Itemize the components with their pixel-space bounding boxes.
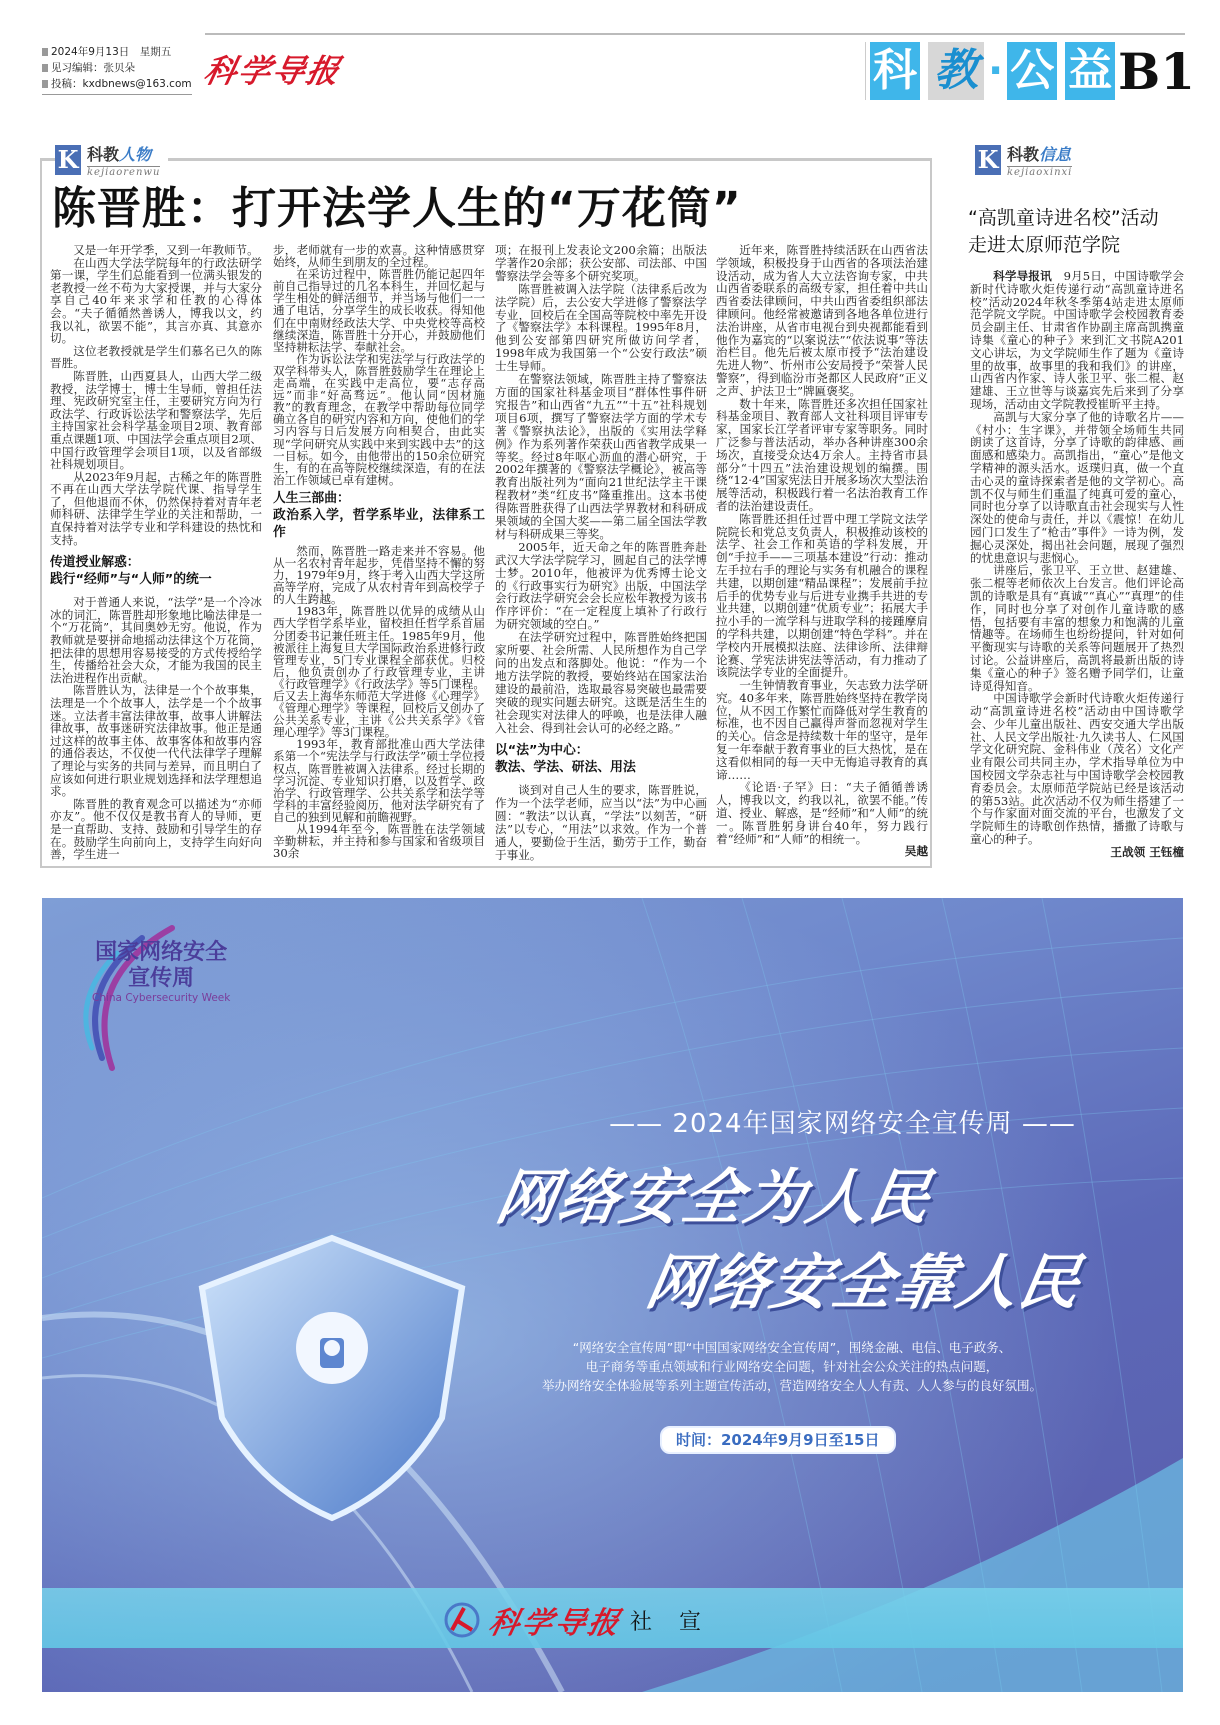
description-line: “网络安全宣传周”即“中国国家网络安全宣传周”，围绕金融、电信、电子政务、	[572, 1340, 1012, 1355]
paragraph: 讲座后，张卫平、王立世、赵建雄、张二棍等老师依次上台发言。他们评论高凯的诗歌是具有“真诚”“真心”“真理”的佳作，同时也分享了对创作儿童诗歌的感悟，包括要有丰富的想象力和饱满的儿童情趣等。在场师生也纷纷提问，针对如何平衡现实与诗歌的关系等问题展开了热烈讨论。公益讲座后，高凯将最新出版的诗集《童心的种子》签名赠予同学们，让童诗觅得知音。	[970, 563, 1184, 693]
article-column	[273, 244, 485, 859]
description-line: 电子商务等重点领域和行业网络安全问题，针对社会公众关注的热点问题，	[585, 1359, 999, 1374]
paragraph: 在法学研究过程中，陈晋胜始终把国家所要、社会所需、人民所想作为自己学问的出发点和落脚处。他说：“作为一个地方法学院的教授，要始终站在国家法治建设的最前沿，选取最容易突破也最需要突破的现实问题去研究。这既是活生生的社会现实对法律人的呼唤，也是法律人融入社会、得到社会认可的必经之路。”	[495, 630, 707, 735]
tag-pinyin: kejiaorenwu	[87, 167, 161, 178]
paragraph: 近年来，陈晋胜持续活跃在山西省法学领域，积极投身于山西省的各项法治建设活动，成为省人大立法咨询专家，中共山西省委联系的高级专家，担任着中共山西省委法律顾问，中共山西省委组织部法律顾问。他经常被邀请到各地各单位进行法治讲座，从省市电视台到央视都能看到他作为嘉宾的“以案说法”“依法说事”等法治栏目。他先后被太原市授予“法治建设先进人物”、忻州市公安局授予“荣誉人民警察”，得到临汾市尧都区人民政府“正义之声、护法卫士”牌匾褒奖。	[716, 243, 928, 398]
logo-line: 国家网络安全	[95, 940, 228, 965]
article-title: 陈晋胜：打开法学人生的“万花筒”	[52, 183, 742, 234]
author-byline: 吴越	[904, 844, 928, 859]
article-column	[716, 244, 928, 858]
paragraph: 这位老教授就是学生们慕名已久的陈晋胜。	[50, 343, 262, 371]
section-char: 教	[928, 42, 984, 100]
sidebar-title-line: 走进太原师范学院	[968, 234, 1121, 256]
paragraph: 高凯与大家分享了他的诗歌名片——《村小：生字课》，并带领全场师生共同朗读了这首诗，分享了诗歌的韵律感、画面感和感染力。高凯指出，“童心”是他文学精神的源头活水。返璞归真，做一个直击心灵的童诗探索者是他的文学初心。高凯不仅与师生们重温了纯真可爱的童心，同时也分享了以诗歌直击社会现实与人性深处的使命与责任，并以《震惊！在幼儿园门口发生了“枪击”事件》一诗为例，发掘心灵深处，揭出社会问题，展现了强烈的忧患意识与悲悯心。	[970, 409, 1184, 565]
banner-headline: —— 2024年国家网络安全宣传周 ——	[609, 1109, 1076, 1139]
author-byline: 王战领 王钰橦	[1110, 844, 1184, 859]
sidebar-title-line: “高凯童诗进名校”活动	[968, 207, 1159, 229]
section-char: 益	[1065, 42, 1115, 100]
paragraph-continued: 项；在报刊上发表论文200余篇；出版法学著作20余部；获公安部、司法部、中国警察法学会等多个研究奖项。	[495, 243, 707, 283]
logo-line: 宣传周	[128, 966, 195, 991]
paragraph: 然而，陈晋胜一路走来并不容易。他从一名农村青年起步，凭借坚持不懈的努力，1979年9月，终于考入山西大学这所高等学府，完成了从农村青年到高校学子的人生跨越。	[273, 543, 485, 607]
subheading	[50, 554, 262, 588]
paragraph: 陈晋胜还担任过晋中理工学院文法学院院长和党总支负责人，积极推动该校的法学、社会工作和英语的学科发展，开创“手拉手——三项基本建设”行动：推动左手拉右手的理论与实务有机融合的课程共建，以期创建“精品课程”；发展前手拉后手的优势专业与后进专业携手共进的专业共建，以期创建“优质专业”；拓展大手拉小手的一流学科与进取学科的接踵摩肩的学科共建，以期创建“特色学科”。并在学校内开展模拟法庭、法律诊所、法律辩论赛、学宪法讲宪法等活动，有力推动了该院法学专业的全面提升。	[716, 511, 928, 680]
cybersecurity-week-ad	[42, 898, 1183, 1692]
paragraph: 又是一年开学季，又到一年教师节。	[73, 243, 259, 257]
paragraph: 科学导报讯 9月5日，中国诗歌学会新时代诗歌火炬传递行动“高凯童诗进名校”活动2024年秋冬季第4站走进太原师范学院文学院。中国诗歌学会校园教育委员会副主任、甘肃省作协副主席高凯携童诗集《童心的种子》来到汇文书院A201文心讲坛，为文学院师生作了题为《童诗里的故事，故事里的我和我们》的讲座，山西省内作家、诗人张卫平、张二棍、赵建雄、王立世等与谈嘉宾先后来到了分享现场，活动由文学院教授崔昕平主持。	[970, 269, 1184, 411]
logo-english: China Cybersecurity Week	[92, 992, 231, 1004]
section-char: 公	[1007, 42, 1057, 100]
tag-label	[87, 145, 160, 167]
paragraph: 谈到对自己人生的要求，陈晋胜说，作为一个法学老师，应当以“法”为中心画圆：“教法”以认真，“学法”以刻苦，“研法”以专心，“用法”以求效。作为一个普通人，要勤俭于生活，勤劳于工作，勤奋于事业。	[495, 783, 707, 862]
masthead-meta	[42, 44, 192, 95]
paragraph: 《论语·子罕》曰：“夫子循循善诱人，博我以文，约我以礼，欲罢不能。”传道、授业、解惑，是“经师”和“人师”的统一。陈晋胜躬身讲台40年，努力践行着“经师”和“人师”的相统一。	[716, 780, 928, 846]
paragraph: 从2023年9月起，古稀之年的陈晋胜不再在山西大学法学院代课、指导学生了，但他退而不休，仍然保持着对青年老师科研、法律学生学业的关注和帮助，一直保持着对法学专业和学科建设的热忱和支持。	[50, 469, 262, 547]
section-separator: ·	[988, 48, 1004, 94]
paragraph-continued: 步，老师就有一步的欢喜。这种情感贯穿始终，从师生到朋友的全过程。	[273, 243, 485, 270]
paragraph: 数十年来，陈晋胜还多次担任国家社科基金项目、教育部人文社科项目评审专家，国家长江学者评审专家等职务。同时广泛参与普法活动，举办各种讲座300余场次，直接受众达4万余人。主持省市县部分“十四五”法治建设规划的编撰。围绕“12·4”国家宪法日开展多场次大型法治展等活动，积极践行着一名法治教育工作者的法治建设责任。	[716, 396, 928, 513]
slogan-1: 网络安全为人民	[490, 1163, 938, 1233]
subheading-line: 教法、学法、研法、用法	[495, 760, 636, 776]
subheading	[495, 742, 707, 776]
tag-suffix: 信息	[1039, 145, 1072, 164]
headline-text: 2024年国家网络安全宣传周	[672, 1109, 1013, 1139]
paragraph: 从1994年至今，陈晋胜在法学领域辛勤耕耘，并主持和参与国家和省级项目30余	[273, 822, 485, 861]
subheading-line: 以“法”为中心：	[495, 743, 589, 759]
subheading	[273, 490, 485, 541]
editor: 见习编辑：张贝朵	[42, 60, 192, 76]
paragraph: 在警察法领域，陈晋胜主持了警察法方面的国家社科基金项目“群体性事件研究报告”和山西省“九五”“十五”社科规划项目6项，撰写了警察法学方面的学术专著《警察执法论》，出版的《实用法学释例》作为系列著作荣获山西省教学成果一等奖。经过8年呕心沥血的潜心研究，于2002年撰著的《警察法学概论》，被高等教育出版社列为“面向21世纪法学主干课程教材”类“红皮书”隆重推出。这本书使得陈晋胜获得了山西法学界教材和科研成果领域的全国大奖——第二届全国法学教材与科研成果三等奖。	[495, 372, 707, 541]
cybersecurity-week-logo	[92, 940, 230, 1004]
banner-description	[442, 1338, 1142, 1395]
news-lead: 科学导报讯	[993, 269, 1052, 283]
submission-email: 投稿：kxdbnews@163.com	[42, 76, 192, 92]
paragraph: 一生钟情教育事业，矢志致力法学研究。40多年来，陈晋胜始终坚持在教学岗位，从不因工作繁忙而降低对学生教育的标准，也不因自己赢得声誉而忽视对学生的关心。信念是持续数十年的坚守，是年复一年奉献于教育事业的巨大热忱，是在这看似相同的每一天中无悔追寻教育的真谛……	[716, 678, 928, 782]
paragraph: 陈晋胜被调入法学院（法律系后改为法学院）后，去公安大学进修了警察法学专业，回校后在全国高等院校中率先开设了《警察法学》本科课程。1995年8月，他到公安部第四研究所做访问学者，1998年成为我国第一个“公安行政法”硕士生导师。	[495, 281, 707, 374]
k-logo-icon: K	[55, 145, 81, 175]
subheading-line: 传道授业解惑：	[50, 555, 140, 571]
sponsor	[442, 1598, 711, 1642]
subheading-line: 践行“经师”与“人师”的统一	[50, 572, 212, 588]
sidebar-body	[970, 270, 1184, 859]
slogan-2: 网络安全靠人民	[640, 1248, 1088, 1318]
tag-pinyin: kejiaoxinxi	[1007, 167, 1073, 178]
sponsor-name: 科学导报	[485, 1606, 625, 1641]
page-number: B1	[1118, 42, 1196, 101]
tag-label	[1007, 145, 1072, 167]
tag-prefix: 科教	[1007, 145, 1040, 164]
paragraph: 作为诉讼法学和宪法学与行政法学的双学科带头人，陈晋胜鼓励学生在理论上走高端，在实践中走高位，要“志存高远”而非“好高骛远”。他认同“因材施教”的教育理念，在教学中帮助每位同学确立各自的研究内容和方向，使他们的学习内容与日后发展方向相契合，由此实现“学问研究从实践中来到实践中去”的这一目标。如今，由他带出的150余位研究生，有的在高等院校继续深造，有的在法治工作领域已卓有建树。	[273, 351, 485, 487]
k-logo-icon: K	[975, 145, 1001, 175]
top-rule	[205, 33, 1185, 35]
subheading-line: 人生三部曲：	[273, 490, 350, 506]
paragraph: 对于普通人来说，“法学”是一个冷冰冰的词汇，陈晋胜却形象地比喻法律是一个“万花筒”，其间奥妙无穷。他说，作为教师就是要拼命地摇动法律这个万花筒，把法律的思想用容易接受的方式传授给学生，传播给社会大众，才能为我国的民主法治进程作出贡献。	[50, 595, 262, 685]
paper-logo: 科学导报	[200, 52, 345, 90]
paragraph: 陈晋胜的教育观念可以描述为“亦师亦友”。他不仅仅是教书育人的导师，更是一直帮助、支持、鼓励和引导学生的存在。鼓励学生向前向上，支持学生向好向善，学生进一	[50, 796, 262, 862]
paragraph: 1993年，教育部批准山西大学法律系第一个“宪法学与行政法学”硕士学位授权点，陈晋胜被调入法律系。经过长期的学习沉淀、专业知识打磨，以及哲学、政治学、行政管理学、公共关系学和法学等学科的丰富经验阅历，他对法学研究有了自己的独到见解和前瞻视野。	[273, 737, 485, 824]
sidebar-title	[968, 205, 1188, 259]
paragraph: 陈晋胜认为，法律是一个个故事集，法理是一个个故事人，法学是一个个故事迷。立法者丰富法律故事，故事人讲解法律故事，故事迷研究法律故事。他正是通过这样的故事主体、故事客体和故事内容的通俗表达，不仅使一代代法律学子理解了理论与实务的共同与差异，而且明白了应该如何进行职业规划选择和法学理想追求。	[50, 683, 262, 799]
paragraph: 在山西大学法学院每年的行政法研学第一课，学生们总能看到一位满头银发的老教授一丝不苟为大家授课，并与大家分享自己40年来求学和任教的心得体会。“夫子循循然善诱人，博我以文，约我以礼，欲罢不能”，其言亦真、其意亦切。	[50, 255, 262, 346]
column-tag	[55, 145, 168, 178]
paragraph: 中国诗歌学会新时代诗歌火炬传递行动“高凯童诗进名校”活动由中国诗歌学会、少年儿童出版社、西安交通大学出版社、人民文学出版社·九久读书人、仁风国学文化研究院、金科伟业（茂名）文化产业有限公司共同主办，学术指导单位为中国校园文学杂志社与中国诗歌学会校园教育委员会。太原师范学院站已经是该活动的第53站。此次活动不仅为师生搭建了一个与作家面对面交流的平台，也激发了文学院师生的诗歌创作热情，播撒了诗歌与童心的种子。	[970, 691, 1184, 847]
article-column	[495, 244, 707, 862]
paragraph: 在采访过程中，陈晋胜仍能记起四年前自己指导过的几名本科生，并回忆起与学生相处的鲜活细节，并当场与他们一一通了电话，分享学生的成长收获。得知他们在中南财经政法大学、中央党校等高校继续深造，陈晋胜十分开心，并鼓励他们坚持耕耘法学、奉献社会。	[273, 267, 485, 354]
sponsor-suffix: 社 宣	[630, 1609, 711, 1635]
event-time: 时间：2024年9月9日至15日	[660, 1426, 896, 1454]
subheading-line: 政治系入学，哲学系毕业，法律系工作	[273, 507, 485, 540]
sidebar-tag	[975, 145, 1080, 178]
paragraph: 陈晋胜，山西夏县人，山西大学二级教授，法学博士，博士生导师，曾担任法理、宪政研究室主任，主要研究方向为行政法学、行政诉讼法学和警察法学，先后主持国家社会科学基金项目2项、教育部重点课题1项、中国法学会重点项目2项、中国行政管理学会项目1项，以及省部级社科规划项目。	[50, 368, 262, 472]
paragraph: 1983年，陈晋胜以优异的成绩从山西大学哲学系毕业，留校担任哲学系首届分团委书记兼任班主任。1985年9月，他被派往上海复旦大学国际政治系进修行政管理专业，5门专业课程全部获优。归校后，他负责创办了行政管理专业，主讲《行政管理学》《行政法学》等5门课程。后又去上海华东师范大学进修《心理学》《管理心理学》等课程，回校后又创办了公共关系专业，主讲《公共关系学》《管理心理学》等3门课程。	[273, 604, 485, 740]
issue-date: 2024年9月13日 星期五	[42, 44, 192, 60]
description-line: 举办网络安全体验展等系列主题宣传活动，营造网络安全人人有责、人人参与的良好氛围。	[541, 1378, 1042, 1393]
tag-prefix: 科教	[87, 145, 120, 164]
tag-suffix: 人物	[119, 145, 152, 164]
section-name	[865, 42, 1115, 100]
paper-emblem-icon	[442, 1600, 482, 1640]
section-char: 科	[870, 42, 920, 100]
paragraph: 2005年，近天命之年的陈晋胜奔赴武汉大学法学院学习，圆起自己的法学博士梦。2010年，他被评为优秀博士论文的《行政事实行为研究》出版，中国法学会行政法学研究会会长应松年教授为该书作序评价：“在一定程度上填补了行政行为研究领域的空白。”	[495, 539, 707, 632]
article-column	[50, 244, 262, 861]
